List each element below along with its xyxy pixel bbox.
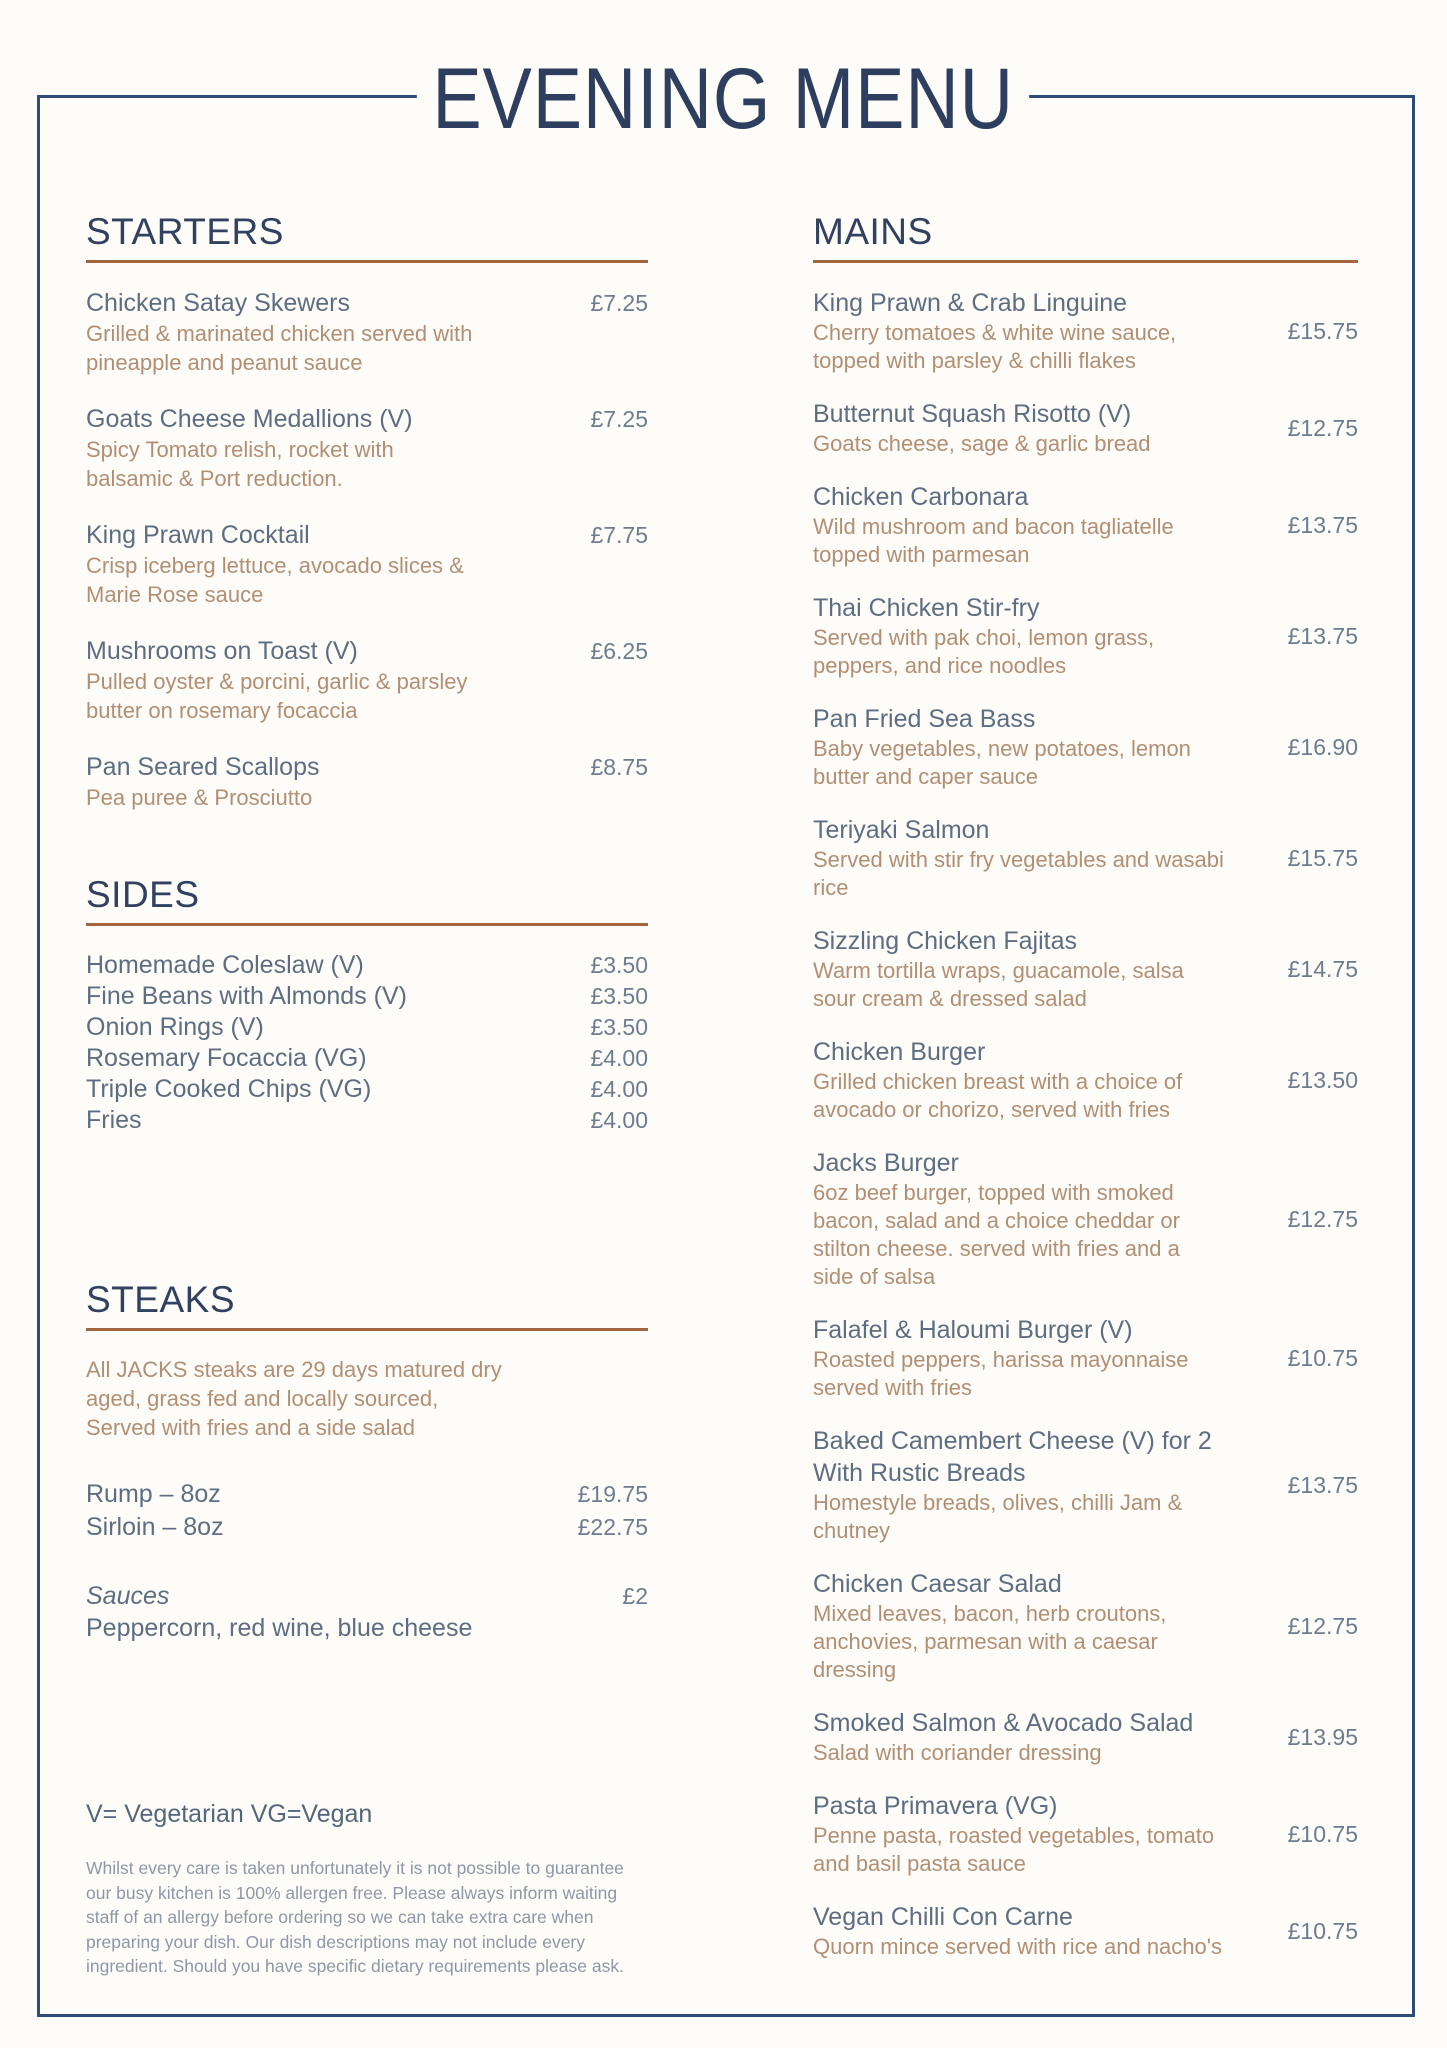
side-price: £3.50 <box>590 1014 648 1040</box>
menu-item <box>813 1568 1358 1684</box>
menu-item <box>86 403 648 493</box>
sides-items <box>86 950 648 1136</box>
menu-item-main <box>813 481 1268 569</box>
menu-item-main <box>813 1790 1268 1878</box>
item-name: Pan Fried Sea Bass <box>813 705 1036 733</box>
item-price: £12.75 <box>1287 1613 1358 1639</box>
item-name: Chicken Satay Skewers <box>86 289 351 317</box>
menu-item <box>813 481 1358 569</box>
page-title-wrap <box>0 51 1447 147</box>
item-name: Mushrooms on Toast (V) <box>86 637 358 665</box>
item-name: Chicken Carbonara <box>813 483 1029 511</box>
item-description: Penne pasta, roasted vegetables, tomato and basil pasta sauce <box>813 1823 1215 1876</box>
menu-item <box>813 287 1358 375</box>
side-price: £3.50 <box>590 983 648 1009</box>
item-price: £13.75 <box>1287 512 1358 538</box>
item-description: Warm tortilla wraps, guacamole, salsa sour cream & dressed salad <box>813 958 1184 1011</box>
menu-item-main <box>86 519 558 609</box>
item-price: £6.25 <box>590 638 648 664</box>
item-price: £13.75 <box>1287 1472 1358 1498</box>
menu-item <box>86 635 648 725</box>
item-name: King Prawn Cocktail <box>86 521 310 549</box>
item-price: £15.75 <box>1287 845 1358 871</box>
side-item <box>86 1105 648 1136</box>
menu-item <box>813 703 1358 791</box>
side-item <box>86 1074 648 1105</box>
menu-item-main <box>813 398 1268 458</box>
side-price: £4.00 <box>590 1107 648 1133</box>
menu-item <box>813 814 1358 902</box>
menu-item-main <box>86 751 558 812</box>
page-title: EVENING MENU <box>417 56 1029 142</box>
side-item <box>86 950 648 981</box>
menu-item-main <box>813 1707 1268 1767</box>
menu-item-main <box>813 592 1268 680</box>
side-name: Onion Rings (V) <box>86 1013 264 1041</box>
item-price: £7.25 <box>590 406 648 432</box>
steak-price: £19.75 <box>577 1481 648 1507</box>
item-name: Thai Chicken Stir-fry <box>813 594 1040 622</box>
menu-item-main <box>86 403 558 493</box>
item-description: Pulled oyster & porcini, garlic & parsley butter on rosemary focaccia <box>86 669 468 723</box>
side-price: £3.50 <box>590 952 648 978</box>
menu-item-main <box>813 814 1268 902</box>
item-price: £8.75 <box>590 754 648 780</box>
sauces-row <box>86 1580 648 1612</box>
item-description: Mixed leaves, bacon, herb croutons, anchovies, parmesan with a caesar dressing <box>813 1601 1167 1682</box>
section-steaks <box>86 1281 648 1644</box>
menu-item <box>813 398 1358 458</box>
item-name: Pan Seared Scallops <box>86 753 320 781</box>
item-name: Falafel & Haloumi Burger (V) <box>813 1316 1133 1344</box>
steak-item <box>86 1511 648 1544</box>
item-description: Roasted peppers, harissa mayonnaise served with fries <box>813 1347 1189 1400</box>
item-description: Grilled & marinated chicken served with pineapple and peanut sauce <box>86 321 473 375</box>
dietary-legend: V= Vegetarian VG=Vegan <box>86 1800 373 1828</box>
menu-item <box>813 1036 1358 1124</box>
side-name: Rosemary Focaccia (VG) <box>86 1044 367 1072</box>
item-name: Sizzling Chicken Fajitas <box>813 927 1077 955</box>
item-price: £13.95 <box>1287 1724 1358 1750</box>
steak-name: Sirloin – 8oz <box>86 1513 224 1541</box>
item-name: Goats Cheese Medallions (V) <box>86 405 413 433</box>
side-name: Fine Beans with Almonds (V) <box>86 982 407 1010</box>
mains-heading: MAINS <box>813 213 1358 263</box>
menu-item <box>813 1901 1358 1961</box>
menu-item <box>86 287 648 377</box>
side-item <box>86 981 648 1012</box>
item-price: £7.75 <box>590 522 648 548</box>
menu-item-main <box>813 287 1268 375</box>
item-description: Served with pak choi, lemon grass, peppers, and rice noodles <box>813 625 1155 678</box>
menu-item <box>813 1425 1358 1545</box>
menu-item-main <box>813 703 1268 791</box>
item-description: Pea puree & Prosciutto <box>86 785 313 810</box>
steak-price: £22.75 <box>577 1514 648 1540</box>
item-description: Served with stir fry vegetables and wasabi rice <box>813 847 1224 900</box>
sauces-options: Peppercorn, red wine, blue cheese <box>86 1614 473 1642</box>
item-price: £12.75 <box>1287 415 1358 441</box>
menu-item-main <box>813 1147 1268 1291</box>
item-name: King Prawn & Crab Linguine <box>813 289 1128 317</box>
item-price: £13.75 <box>1287 623 1358 649</box>
sides-heading: SIDES <box>86 876 648 926</box>
side-name: Homemade Coleslaw (V) <box>86 951 364 979</box>
menu-item-main <box>813 1425 1268 1545</box>
item-price: £10.75 <box>1287 1345 1358 1371</box>
steaks-intro: All JACKS steaks are 29 days matured dry aged, grass fed and locally sourced, Served with fries and a side salad <box>86 1357 502 1440</box>
side-price: £4.00 <box>590 1076 648 1102</box>
item-name: Chicken Caesar Salad <box>813 1570 1062 1598</box>
item-price: £14.75 <box>1287 956 1358 982</box>
mains-items <box>813 287 1358 1961</box>
item-name: Jacks Burger <box>813 1149 959 1177</box>
menu-item-main <box>813 1314 1268 1402</box>
item-name: Teriyaki Salmon <box>813 816 990 844</box>
menu-item-main <box>86 287 558 377</box>
item-description: Salad with coriander dressing <box>813 1740 1102 1765</box>
starters-items <box>86 287 648 812</box>
sauces-price: £2 <box>622 1583 648 1609</box>
steaks-items <box>86 1478 648 1544</box>
item-price: £10.75 <box>1287 1918 1358 1944</box>
menu-item <box>813 1147 1358 1291</box>
section-starters <box>86 213 648 838</box>
item-description: Wild mushroom and bacon tagliatelle topped with parmesan <box>813 514 1174 567</box>
item-description: Homestyle breads, olives, chilli Jam & chutney <box>813 1490 1183 1543</box>
menu-item <box>813 592 1358 680</box>
item-description: Cherry tomatoes & white wine sauce, topped with parsley & chilli flakes <box>813 320 1177 373</box>
steaks-heading: STEAKS <box>86 1281 648 1331</box>
menu-item-main <box>813 1901 1268 1961</box>
menu-item <box>813 1314 1358 1402</box>
steak-name: Rump – 8oz <box>86 1480 221 1508</box>
side-item <box>86 1043 648 1074</box>
menu-item-main <box>813 1568 1268 1684</box>
side-item <box>86 1012 648 1043</box>
section-sides <box>86 876 648 1136</box>
item-name: Baked Camembert Cheese (V) for 2 With Rustic Breads <box>813 1427 1212 1487</box>
menu-item-main <box>813 1036 1268 1124</box>
item-name: Smoked Salmon & Avocado Salad <box>813 1709 1194 1737</box>
item-name: Butternut Squash Risotto (V) <box>813 400 1132 428</box>
item-description: 6oz beef burger, topped with smoked bacon, salad and a choice cheddar or stilton cheese. served with fries and a side of salsa <box>813 1180 1180 1289</box>
menu-item <box>813 1707 1358 1767</box>
item-price: £10.75 <box>1287 1821 1358 1847</box>
side-name: Triple Cooked Chips (VG) <box>86 1075 372 1103</box>
item-description: Goats cheese, sage & garlic bread <box>813 431 1151 456</box>
item-description: Baby vegetables, new potatoes, lemon butter and caper sauce <box>813 736 1191 789</box>
item-price: £16.90 <box>1287 734 1358 760</box>
item-description: Spicy Tomato relish, rocket with balsamic & Port reduction. <box>86 437 394 491</box>
starters-heading: STARTERS <box>86 213 648 263</box>
item-price: £15.75 <box>1287 318 1358 344</box>
item-price: £13.50 <box>1287 1067 1358 1093</box>
section-mains <box>813 213 1358 1984</box>
menu-item <box>813 925 1358 1013</box>
menu-item <box>86 519 648 609</box>
sauces-label: Sauces <box>86 1582 170 1610</box>
side-name: Fries <box>86 1106 142 1134</box>
item-description: Grilled chicken breast with a choice of avocado or chorizo, served with fries <box>813 1069 1183 1122</box>
item-name: Vegan Chilli Con Carne <box>813 1903 1073 1931</box>
item-price: £7.25 <box>590 290 648 316</box>
side-price: £4.00 <box>590 1045 648 1071</box>
allergen-notice: Whilst every care is taken unfortunately it is not possible to guarantee our busy kitchen is 100% allergen free. Please always inform waiting staff of an allergy before ordering so we can take extra care when preparing your dish. Our dish descriptions may not include every ingredient. Should you have specific dietary requirements please ask. <box>86 1858 624 1976</box>
item-description: Quorn mince served with rice and nacho's <box>813 1934 1222 1959</box>
menu-item <box>813 1790 1358 1878</box>
menu-item <box>86 751 648 812</box>
steak-item <box>86 1478 648 1511</box>
item-price: £12.75 <box>1287 1206 1358 1232</box>
item-description: Crisp iceberg lettuce, avocado slices & Marie Rose sauce <box>86 553 464 607</box>
menu-item-main <box>86 635 558 725</box>
item-name: Chicken Burger <box>813 1038 986 1066</box>
menu-item-main <box>813 925 1268 1013</box>
item-name: Pasta Primavera (VG) <box>813 1792 1058 1820</box>
